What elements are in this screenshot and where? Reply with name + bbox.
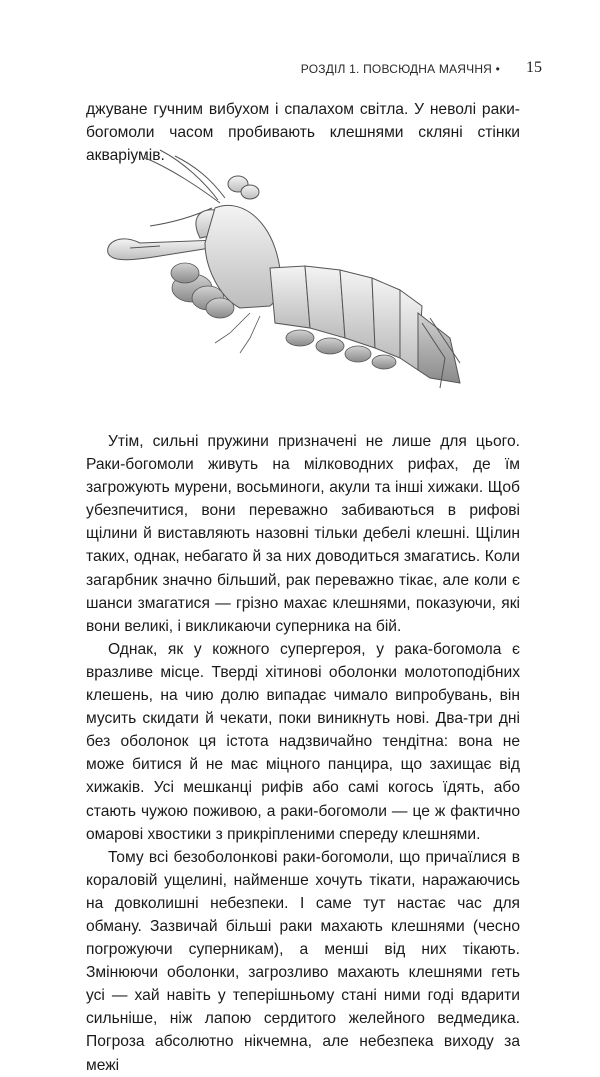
tail-fan xyxy=(418,313,460,388)
running-header xyxy=(0,58,600,82)
body-paragraph: Тому всі безоболонкові раки-богомоли, що причаїлися в кораловій ущелині, найменше хочуть тікати, наражаючись на довколишні небезпеки. І саме тут настає час для обману. Зазвичай більші раки махають клешнями (чесно погрожуючи суперникам), а менші від них тікають. Змінюючи оболонки, загрозливо махають клешнями геть усі — хай навіть у теперішньому стані ними годі вдарити сильніше, ніж лапою сердитого желейного ведмедика. Погроза абсолютно нікчемна, але небезпека виходу за межі xyxy=(86,848,520,1074)
body-paragraph: Утім, сильні пружини призначені не лише для цього. Раки-богомоли живуть на мілководних рифах, де їм загрожують мурени, восьминоги, акули та інші хижаки. Щоб убезпечитися, вони переважно забиваються в рифові щілини й виставляють назовні тільки дебелі клешні. Щілин таких, однак, небагато й за них доводиться змагатись. Коли загарбник значно більший, рак переважно тікає, але коли є шанси змагатися — грізно махає клешнями, показуючи, які вони великі, і викликаючи суперника на бій. xyxy=(86,433,520,635)
body-paragraph: Однак, як у кожного супергероя, у рака-богомола є вразливе місце. Тверді хітинові оболонки молотоподібних клешень, на чию долю випадає чимало випробувань, він мусить скидати й чекати, поки виникнуть нові. Два-три дні без оболонок ця істота надзвичайно тендітна: вона не може битися й не має міцного панцира, що захищає від хижаків. Усі мешканці рифів або самі когось їдять, або стають чужою поживою, а раки-богомоли — це ж фактично омарові хвостики з прикріпленими спереду клешнями. xyxy=(86,640,520,843)
eyes xyxy=(228,176,259,199)
page-number: 15 xyxy=(526,59,542,76)
body-text xyxy=(86,430,520,1077)
intro-paragraph: джуване гучним вибухом і спалахом світла. У неволі раки-богомоли часом пробивають клешнями скляні стінки акваріумів. xyxy=(86,101,520,165)
running-title: РОЗДІЛ 1. ПОВСЮДНА МАЯЧНЯ • xyxy=(300,62,500,76)
mantis-shrimp-illustration xyxy=(100,148,470,398)
